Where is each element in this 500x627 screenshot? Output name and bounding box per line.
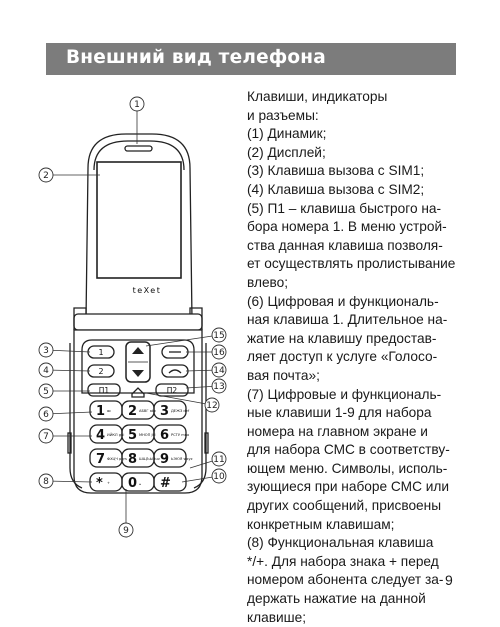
description-line: конкретным клавишам; bbox=[247, 516, 395, 532]
description-line: других сообщений, присвоены bbox=[247, 498, 442, 514]
key-digit: # bbox=[160, 476, 171, 491]
callout-number: 8 bbox=[43, 477, 49, 488]
description-line: (1) Динамик; bbox=[247, 126, 327, 142]
key-letters: ФХЦЧ pqrs bbox=[107, 457, 127, 461]
key-digit: 1 bbox=[96, 404, 106, 419]
callout-number: 16 bbox=[213, 348, 225, 359]
key-digit: 0 bbox=[128, 476, 138, 491]
description-line: для набора СМС в соответству- bbox=[247, 442, 450, 458]
key-letters: МНОП jkl bbox=[139, 433, 156, 437]
description-line: Клавиши, индикаторы bbox=[247, 89, 388, 104]
key-digit: 9 bbox=[160, 452, 170, 467]
description-line: (2) Дисплей; bbox=[247, 144, 326, 160]
description-line: ная клавиша 1. Длительное на- bbox=[247, 312, 448, 328]
key-digit: 5 bbox=[128, 428, 138, 443]
key-letters: ꝏ bbox=[107, 409, 111, 413]
call-sim1-label: 1 bbox=[98, 348, 104, 357]
callout-number: 12 bbox=[206, 401, 218, 412]
callout-number: 1 bbox=[134, 100, 140, 111]
callout-number: 11 bbox=[213, 455, 225, 466]
section-header-bar bbox=[46, 43, 456, 75]
key-digit: 7 bbox=[96, 452, 106, 467]
description-line: (8) Функциональная клавиша bbox=[247, 535, 434, 551]
description-line: вая почта»; bbox=[247, 367, 320, 383]
section-title: Внешний вид телефона bbox=[66, 47, 326, 68]
key-letters: ДЕЖЗ def bbox=[171, 409, 190, 413]
key-letters: РСТУ mno bbox=[171, 433, 190, 437]
description-line: и разъемы: bbox=[247, 107, 319, 123]
description-line: (6) Цифровая и функциональ- bbox=[247, 293, 439, 309]
callout-number: 10 bbox=[213, 472, 225, 483]
key-letters: АБВГ abc bbox=[139, 409, 157, 413]
phone-illustration bbox=[30, 88, 245, 548]
key-letters: + bbox=[107, 481, 111, 485]
description-line: (5) П1 – клавиша быстрого на- bbox=[247, 200, 442, 216]
description-line: (4) Клавиша вызова с SIM2; bbox=[247, 181, 425, 197]
brand-logo: teXet bbox=[132, 286, 162, 295]
key-letters: ЬЭЮЯ wxyz bbox=[171, 457, 193, 461]
key-digit: 2 bbox=[128, 404, 138, 419]
callout-number: 9 bbox=[123, 526, 129, 537]
description-line: жатие на клавишу предостав- bbox=[247, 330, 437, 346]
key-letters: ИЙКЛ ghi bbox=[107, 433, 125, 437]
description-line: (3) Клавиша вызова с SIM1; bbox=[247, 163, 425, 179]
description-line: клавише; bbox=[247, 609, 307, 625]
key-digit: 6 bbox=[160, 428, 170, 443]
callout-number: 13 bbox=[213, 382, 225, 393]
key-digit: 3 bbox=[160, 404, 170, 419]
key-letters: ШЩЪЫ tuv bbox=[139, 457, 160, 461]
description-line: */+. Для набора знака + перед bbox=[247, 553, 439, 569]
display-screen bbox=[97, 162, 181, 278]
soft-right-label: П2 bbox=[166, 386, 178, 395]
key-digit: 8 bbox=[128, 452, 138, 467]
description-line: номером абонента следует за- bbox=[247, 572, 444, 588]
description-line: ющем меню. Символы, исполь- bbox=[247, 460, 448, 476]
description-line: (7) Цифровые и функциональ- bbox=[247, 386, 442, 402]
phone-diagram bbox=[30, 88, 245, 548]
key-digit: * bbox=[96, 476, 103, 491]
callout-number: 5 bbox=[43, 387, 49, 398]
description-line: ные клавиши 1-9 для набора bbox=[247, 405, 432, 421]
callout-number: 14 bbox=[213, 366, 225, 377]
description-line: влево; bbox=[247, 274, 289, 290]
description-line: ет осуществлять пролистывание bbox=[247, 256, 456, 272]
soft-left-label: П1 bbox=[98, 386, 110, 395]
description-line: бора номера 1. В меню устрой- bbox=[247, 219, 447, 235]
description-line: ляет доступ к услуге «Голосо- bbox=[247, 349, 438, 365]
call-sim2-label: 2 bbox=[98, 367, 104, 376]
description-line: ства данная клавиша позволя- bbox=[247, 237, 443, 253]
keys-description bbox=[247, 88, 459, 627]
callout-number: 6 bbox=[43, 410, 49, 421]
description-line: держать нажатие на данной bbox=[247, 591, 426, 607]
key-letters: ␣ bbox=[139, 481, 142, 485]
description-line: зующиеся при наборе СМС или bbox=[247, 479, 450, 495]
page-number: 9 bbox=[445, 572, 453, 588]
callout-number: 15 bbox=[213, 331, 225, 342]
callout-number: 7 bbox=[43, 432, 49, 443]
key-digit: 4 bbox=[96, 428, 106, 443]
description-line: номера на главном экране и bbox=[247, 423, 428, 439]
callout-number: 3 bbox=[43, 346, 49, 357]
callout-number: 2 bbox=[43, 171, 49, 182]
hinge bbox=[74, 314, 202, 330]
callout-number: 4 bbox=[43, 366, 49, 377]
